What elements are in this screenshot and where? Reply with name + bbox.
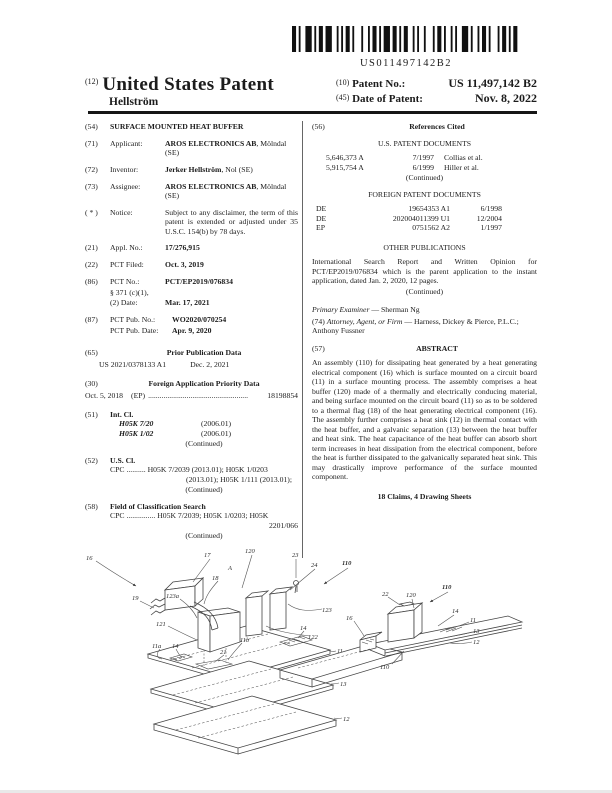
ref-13: 13 bbox=[340, 681, 347, 688]
abstract-heading-row: (57) ABSTRACT bbox=[312, 344, 537, 354]
field-87-pct-pub: (87) PCT Pub. No.: WO2020/070254 PCT Pub. Date: Apr. 9, 2020 bbox=[85, 314, 227, 335]
priority-number: 18198854 bbox=[267, 391, 298, 400]
barcode-block bbox=[290, 26, 522, 69]
field-54-title: (54) SURFACE MOUNTED HEAT BUFFER bbox=[85, 122, 298, 132]
ref-18: 18 bbox=[212, 575, 219, 582]
ref-11: 11 bbox=[337, 648, 344, 655]
ref-16b: 16 bbox=[346, 615, 353, 622]
ref-110b: 110 bbox=[442, 584, 452, 591]
prior-pub-date: Dec. 2, 2021 bbox=[190, 360, 230, 369]
field-58-classification-search: (58) Field of Classification Search CPC ............... H05K 7/2039; H05K 1/0203; H05K 2201/066 (Continued) bbox=[85, 501, 298, 541]
patent-no-label: (10) Patent No.: bbox=[336, 78, 406, 90]
ref-22: 22 bbox=[382, 591, 389, 598]
invention-title: SURFACE MOUNTED HEAT BUFFER bbox=[110, 122, 244, 131]
inventor-surname: Hellström bbox=[109, 96, 159, 108]
foreign-docs-heading: FOREIGN PATENT DOCUMENTS bbox=[368, 189, 481, 199]
field-86-pct-no: (86) PCT No.: PCT/EP2019/076834 § 371 (c)(1), (2) Date: Mar. 17, 2021 bbox=[85, 276, 233, 307]
header-rule bbox=[88, 111, 537, 114]
priority-country: (EP) bbox=[131, 391, 146, 400]
field-56-references: (56) References Cited bbox=[312, 122, 465, 131]
assembled-view bbox=[280, 602, 522, 687]
ref-13b: 13 bbox=[473, 628, 480, 635]
column-divider bbox=[302, 121, 303, 558]
ref-122: 122 bbox=[308, 634, 318, 641]
applicant-value: AROS ELECTRONICS AB, Mölndal (SE) bbox=[165, 138, 287, 158]
field-71-applicant: (71) Applicant: AROS ELECTRONICS AB, Mölndal (SE) bbox=[85, 139, 298, 158]
other-pubs-continued: (Continued) bbox=[405, 286, 444, 296]
drawing-sheet bbox=[70, 542, 550, 787]
ref-110c: 110 bbox=[380, 664, 390, 671]
other-pubs-heading: OTHER PUBLICATIONS bbox=[383, 242, 466, 252]
priority-date: Oct. 5, 2018 bbox=[85, 391, 124, 400]
ref-14b: 14 bbox=[300, 625, 307, 632]
ref-11a: 11a bbox=[152, 643, 162, 650]
us-patent-docs-heading: U.S. PATENT DOCUMENTS bbox=[377, 138, 472, 148]
ref-19: 19 bbox=[132, 595, 139, 602]
ref-121: 121 bbox=[156, 621, 166, 628]
us-doc-row: 5,915,754 A 6/1999 Hiller et al. bbox=[326, 162, 479, 172]
patent-drawing bbox=[70, 542, 550, 787]
us-doc-row: 5,646,373 A 7/1997 Collias et al. bbox=[326, 153, 483, 162]
other-pubs-text: International Search Report and Written Opinion for PCT/EP2019/076834 which is the parent application to the instant application, dated Jan. 2, 2020, 12 pages. bbox=[312, 257, 537, 285]
ref-123: 123 bbox=[322, 607, 332, 614]
ref-120b: 120 bbox=[406, 592, 416, 599]
ref-24: 24 bbox=[311, 562, 318, 569]
ref-120: 120 bbox=[245, 548, 255, 555]
field-73-assignee: (73) Assignee: AROS ELECTRONICS AB, Mölndal (SE) bbox=[85, 182, 298, 201]
field-22-pct-filed: (22) PCT Filed: Oct. 3, 2019 bbox=[85, 260, 298, 270]
page-title: United States Patent bbox=[102, 74, 275, 95]
ref-11c: 11 bbox=[470, 617, 477, 624]
abstract-text: An assembly (110) for dissipating heat generated by a heat generating electrical component (16) which is surface mounted on a circuit board (11) in a surface mounting process. The assembly comprises a heat buffer (120) made of a thermally and electrically conducing material, and being surface mounted on the circuit board (11) so as to be soldered to a thermal flag (18) of the heat generating electrical component (16). The assembly further comprises a heat sink (12) in thermal contact with the heat buffer, and a galvanic separation (13) between the heat buffer and heat sink. The heat capacitance of the heat buffer can absorb short term increases in heat dissipation from the electrical component, before the heat is further dissipated to the galvanically separated heat sink. This may drastically improve performance of the surface mounted component. bbox=[312, 358, 537, 481]
assignee-value: AROS ELECTRONICS AB, Mölndal (SE) bbox=[165, 181, 287, 201]
ref-23: 23 bbox=[292, 552, 299, 559]
barcode-image bbox=[292, 26, 520, 52]
kind-code-12: (12) bbox=[85, 77, 99, 86]
ref-110: 110 bbox=[342, 560, 352, 567]
ref-12b: 12 bbox=[473, 639, 480, 646]
abstract-heading: ABSTRACT bbox=[416, 343, 458, 353]
date-of-patent-label: (45) Date of Patent: bbox=[336, 93, 423, 105]
pct-filed-value: Oct. 3, 2019 bbox=[165, 260, 204, 270]
ref-A: A bbox=[228, 565, 232, 572]
ref-14: 14 bbox=[172, 643, 179, 650]
us-docs-continued: (Continued) bbox=[405, 173, 444, 182]
primary-examiner-line: Primary Examiner — Sherman Ng bbox=[312, 305, 420, 314]
field-30-foreign-priority: (30) Foreign Application Priority Data Oct. 5, 2018 (EP) .................................................... 18198854 bbox=[85, 378, 298, 400]
inventor-value: Jerker Hellström, Nol (SE) bbox=[165, 164, 253, 174]
field-52-us-cl: (52) U.S. Cl. CPC .......... H05K 7/2039 (2013.01); H05K 1/0203 (2013.01); H05K 1/111 (2013.01); (Continued) bbox=[85, 455, 292, 495]
ref-11b: 11b bbox=[240, 637, 250, 644]
prior-pub-number: US 2021/0378133 A1 bbox=[99, 360, 167, 369]
barcode-number: US011497142B2 bbox=[359, 58, 453, 69]
left-column bbox=[85, 122, 298, 548]
attorney-line: (74) Attorney, Agent, or Firm — Harness, Dickey & Pierce, P.L.C.; Anthony Fussner bbox=[312, 316, 519, 335]
header-left bbox=[85, 74, 335, 108]
ref-12: 12 bbox=[343, 716, 350, 723]
claims-line: 18 Claims, 4 Drawing Sheets bbox=[377, 491, 472, 501]
appl-no-value: 17/276,915 bbox=[165, 243, 200, 253]
foreign-doc-row: DE 202004011399 U1 12/2004 bbox=[316, 213, 502, 223]
foreign-doc-row: EP 0751562 A2 1/1997 bbox=[316, 223, 502, 232]
ref-21: 21 bbox=[220, 649, 227, 656]
field-51-int-cl: (51) Int. Cl. H05K 7/20 (2006.01) H05K 1/02 (2006.01) (Continued) bbox=[85, 409, 232, 448]
patent-date: Nov. 8, 2022 bbox=[474, 91, 537, 105]
ref-16: 16 bbox=[86, 555, 93, 562]
field-21-appl-no: (21) Appl. No.: 17/276,915 bbox=[85, 243, 298, 253]
ref-14c: 14 bbox=[452, 608, 459, 615]
ref-123a: 123a bbox=[166, 593, 179, 600]
field-notice: ( * ) Notice: Subject to any disclaimer, the term of this patent is extended or adjusted under 35 U.S.C. 154(b) by 78 days. bbox=[85, 207, 298, 236]
foreign-doc-row: DE 19654353 A1 6/1998 bbox=[316, 204, 502, 213]
right-column bbox=[312, 122, 537, 501]
field-72-inventor: (72) Inventor: Jerker Hellström, Nol (SE) bbox=[85, 165, 298, 175]
field-65-prior-pub: (65) Prior Publication Data US 2021/0378133 A1 Dec. 2, 2021 bbox=[85, 347, 242, 369]
notice-text: Subject to any disclaimer, the term of this patent is extended or adjusted under 35 U.S.C. 154(b) by 78 days. bbox=[165, 207, 298, 236]
ref-17: 17 bbox=[204, 552, 211, 559]
header-right bbox=[336, 76, 537, 106]
patent-number: US 11,497,142 B2 bbox=[448, 76, 537, 90]
